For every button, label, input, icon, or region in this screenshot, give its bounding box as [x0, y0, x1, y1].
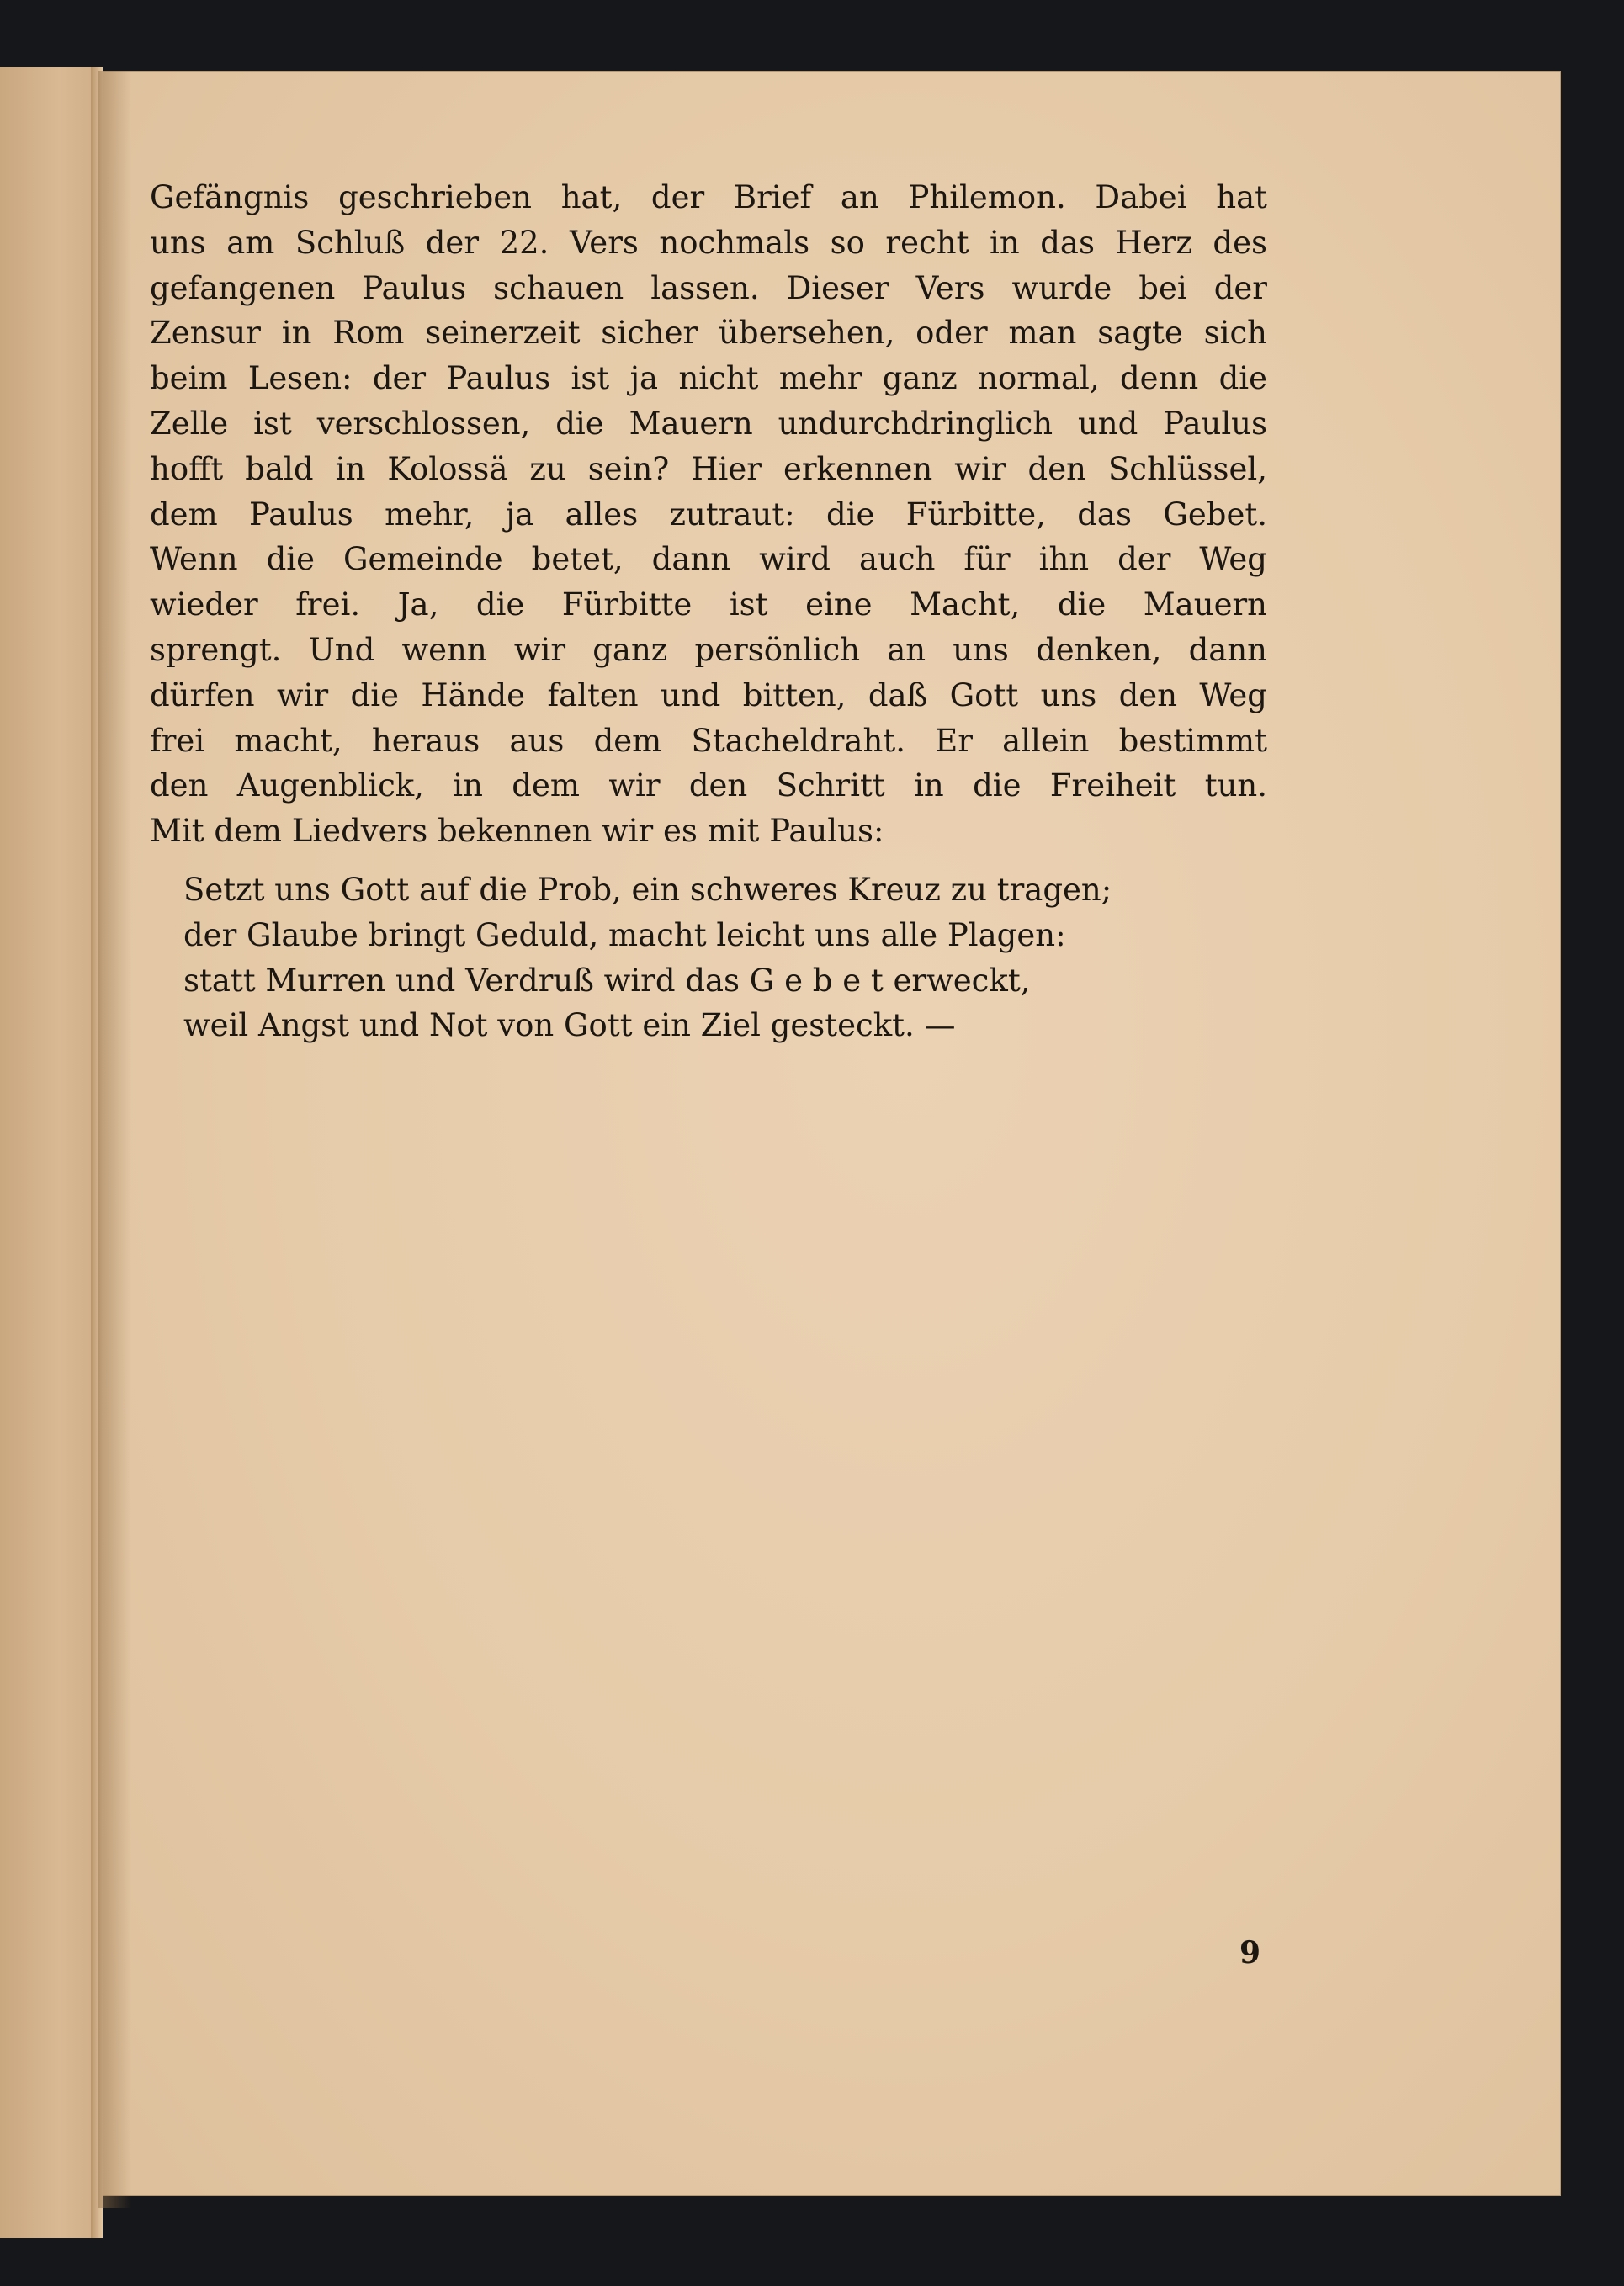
text-line: sprengt. Und wenn wir ganz persönlich an uns denken, dann [150, 631, 1267, 668]
text-line: frei macht, heraus aus dem Stacheldraht. Er allein bestimmt [150, 722, 1267, 759]
text-line: uns am Schluß der 22. Vers nochmals so recht in das Herz des [150, 224, 1267, 261]
page-number: 9 [1239, 1935, 1261, 1970]
text-line: den Augenblick, in dem wir den Schritt in die Freiheit tun. [150, 767, 1267, 804]
text-line: Wenn die Gemeinde betet, dann wird auch für ihn der Weg [150, 541, 1267, 578]
text-line: Mit dem Liedvers bekennen wir es mit Paulus: [150, 813, 884, 850]
page-binding-shadow [98, 71, 131, 2208]
text-line: gefangenen Paulus schauen lassen. Dieser Vers wurde bei der [150, 269, 1267, 306]
hymn-verse [150, 867, 1267, 1048]
text-line: wieder frei. Ja, die Fürbitte ist eine Macht, die Mauern [150, 586, 1267, 623]
text-line: dürfen wir die Hände falten und bitten, daß Gott uns den Weg [150, 676, 1267, 713]
text-line: hofft bald in Kolossä zu sein? Hier erkennen wir den Schlüssel, [150, 450, 1267, 487]
body-text [150, 175, 1267, 1048]
text-line: dem Paulus mehr, ja alles zutraut: die Fürbitte, das Gebet. [150, 496, 1267, 533]
verse-line: weil Angst und Not von Gott ein Ziel gesteckt. — [183, 1007, 956, 1044]
text-line: Zelle ist verschlossen, die Mauern undurchdringlich und Paulus [150, 405, 1267, 442]
verse-line: Setzt uns Gott auf die Prob, ein schweres Kreuz zu tragen; [183, 871, 1112, 908]
text-line: Gefängnis geschrieben hat, der Brief an Philemon. Dabei hat [150, 179, 1267, 215]
verse-line: der Glaube bringt Geduld, macht leicht uns alle Plagen: [183, 916, 1066, 953]
text-line: beim Lesen: der Paulus ist ja nicht mehr ganz normal, denn die [150, 360, 1267, 397]
facing-page-edge [0, 67, 101, 2238]
verse-line: statt Murren und Verdruß wird das G e b e t erweckt, [183, 962, 1031, 999]
prose-paragraph [150, 175, 1267, 854]
text-line: Zensur in Rom seinerzeit sicher übersehen, oder man sagte sich [150, 315, 1267, 352]
